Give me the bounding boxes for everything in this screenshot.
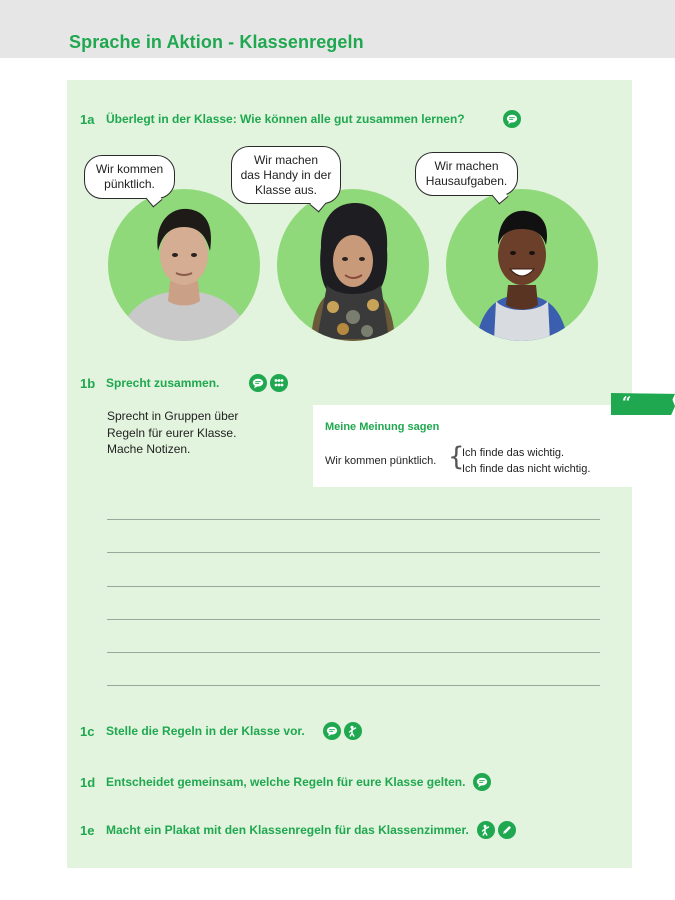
writing-line[interactable] <box>107 519 600 520</box>
task-1b <box>80 374 288 392</box>
bubble-line: Wir kommen <box>95 162 164 176</box>
notes-line: Regeln für eurer Klasse. <box>107 425 237 440</box>
task-instruction: Überlegt in der Klasse: Wie können alle gut zusammen lernen? <box>106 112 465 126</box>
pencil-icon <box>498 821 516 839</box>
speech-bubble-punctual <box>84 155 175 199</box>
task-instruction: Macht ein Plakat mit den Klassenregeln für das Klassenzimmer. <box>106 823 469 837</box>
bubble-line: Klasse aus. <box>254 182 318 197</box>
task-instruction: Stelle die Regeln in der Klasse vor. <box>106 724 305 738</box>
bubble-line: Wir machen <box>253 152 318 167</box>
opinion-box <box>313 405 633 487</box>
speech-bubble-icon <box>473 773 491 791</box>
presenter-icon <box>477 821 495 839</box>
task-instruction: Entscheidet gemeinsam, welche Regeln für eure Klasse gelten. <box>106 775 466 789</box>
presenter-icon <box>344 722 362 740</box>
task-instruction: Sprecht zusammen. <box>106 376 220 390</box>
task-number: 1c <box>80 723 95 739</box>
bubble-line: pünktlich. <box>104 177 155 191</box>
speech-bubble-icon <box>249 374 267 392</box>
opinion-option: Ich finde das wichtig. <box>462 447 565 459</box>
avatar-woman-headscarf <box>277 189 429 341</box>
task-number: 1d <box>80 774 96 790</box>
writing-line[interactable] <box>107 652 600 653</box>
task-1c <box>80 722 362 740</box>
avatar-young-man <box>108 189 260 341</box>
task-1e <box>80 821 516 839</box>
quote-tag <box>611 393 675 415</box>
writing-line[interactable] <box>107 586 600 587</box>
notes-line: Mache Notizen. <box>107 442 191 456</box>
task-1d <box>80 773 491 791</box>
writing-line[interactable] <box>107 619 600 620</box>
avatar-smiling-boy <box>446 189 598 341</box>
bubble-line: das Handy in der <box>240 167 332 182</box>
writing-line[interactable] <box>107 552 600 553</box>
notes-line: Sprecht in Gruppen über <box>107 409 239 423</box>
writing-line[interactable] <box>107 685 600 686</box>
task-number: 1e <box>80 822 95 838</box>
speech-bubble-icon <box>503 110 521 128</box>
brace-symbol: { <box>448 442 465 472</box>
bubble-line: Hausaufgaben. <box>425 174 508 188</box>
task-number: 1b <box>80 375 96 391</box>
notes-instruction <box>107 408 287 458</box>
speech-bubble-icon <box>323 722 341 740</box>
opinion-option: Ich finde das nicht wichtig. <box>462 463 591 475</box>
bubble-line: Wir machen <box>434 159 499 173</box>
quote-icon: “ <box>622 393 632 412</box>
group-icon <box>270 374 288 392</box>
task-1a <box>80 110 521 128</box>
speech-bubble-phone <box>231 146 341 204</box>
task-number: 1a <box>80 111 95 127</box>
opinion-example-sentence: Wir kommen pünktlich. <box>325 455 437 467</box>
opinion-box-title: Meine Meinung sagen <box>325 421 440 433</box>
page-title: Sprache in Aktion - Klassenregeln <box>69 32 364 52</box>
